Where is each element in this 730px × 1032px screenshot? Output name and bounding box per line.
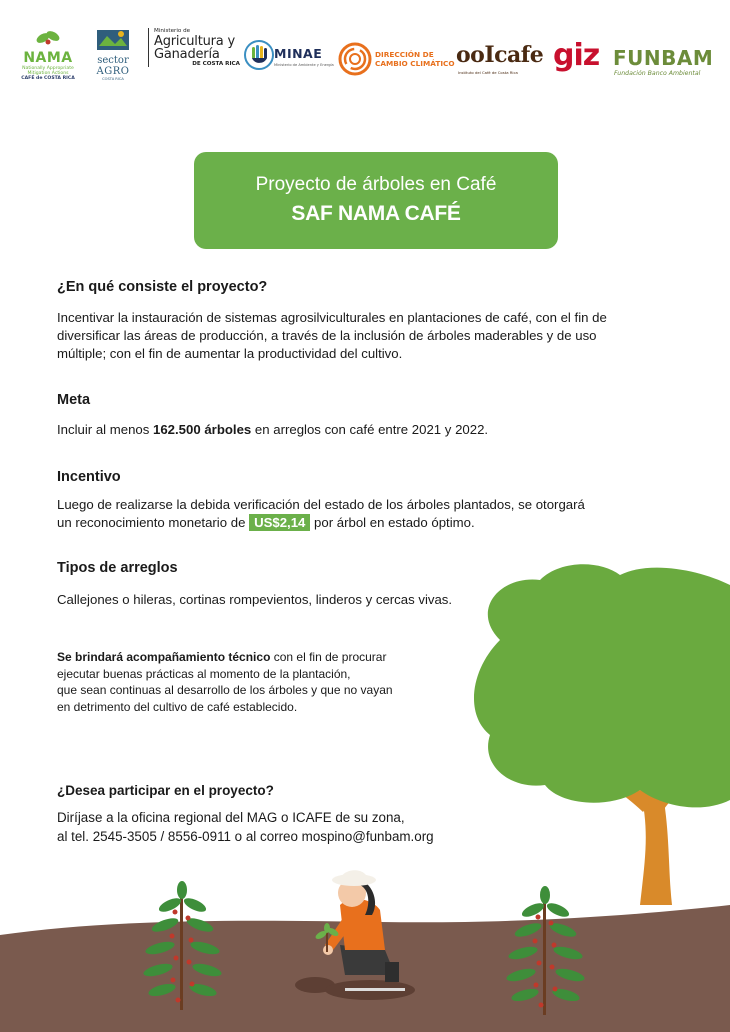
tree-trunk [585, 746, 722, 905]
minae-sub: Ministerio de Ambiente y Energía [274, 63, 334, 67]
incentivo-line1: Luego de realizarse la debida verificación del estado de los árboles plantados, se otorgará [57, 497, 585, 512]
acomp-line3: que sean continuas al desarrollo de los árboles y que no vayan [57, 683, 393, 697]
meta-paragraph [57, 421, 488, 439]
participar-paragraph [57, 808, 434, 846]
swirl-icon [338, 42, 372, 76]
mag-line2: Agricultura y [154, 34, 235, 49]
incentivo-paragraph [57, 496, 585, 532]
icafe-name: ooIcafe [456, 42, 544, 68]
acomp-bold: Se brindará acompañamiento técnico [57, 650, 271, 664]
nama-sub1: Nationally Appropriate [22, 66, 74, 71]
meta-bold: 162.500 árboles [153, 422, 252, 437]
agro-line3: COSTA RICA [102, 77, 124, 81]
giz-name: giz [553, 38, 600, 73]
incentivo-line2-post: por árbol en estado óptimo. [310, 515, 475, 530]
mag-line1: Ministerio de [154, 28, 191, 34]
incentivo-line2 [57, 514, 585, 532]
title-line2: SAF NAMA CAFÉ [291, 202, 461, 225]
nama-sub2: Mitigation Actions [27, 71, 69, 76]
dcc-line2: CAMBIO CLIMÁTICO [375, 59, 455, 68]
agro-emblem-icon [95, 28, 131, 52]
tree-canopy [474, 564, 730, 807]
mag-line4: DE COSTA RICA [192, 61, 240, 67]
funbam-sub: Fundación Banco Ambiental [614, 70, 701, 77]
heading-participar: ¿Desea participar en el proyecto? [57, 783, 274, 798]
agro-line2: AGRO [96, 66, 130, 77]
meta-pre: Incluir al menos [57, 422, 154, 437]
acomp-line2: ejecutar buenas prácticas al momento de la plantación, [57, 666, 351, 681]
title-banner [194, 152, 558, 249]
agro-line1: sector [97, 55, 129, 66]
consiste-paragraph [57, 309, 607, 363]
ground-shape [0, 905, 730, 1032]
coffee-leaf-icon [33, 28, 63, 46]
acompanamiento-paragraph [57, 649, 457, 715]
dcc-line1: DIRECCIÓN DE [375, 50, 434, 59]
heading-meta: Meta [57, 392, 91, 408]
nama-name: NAMA [23, 50, 73, 66]
consiste-line2: diversificar las áreas de producción, a través de la inclusión de árboles maderables y de uso [57, 328, 597, 343]
minae-name: MINAE [274, 46, 323, 61]
sector-agro-logo [92, 28, 134, 81]
hand-icon [244, 38, 274, 72]
acomp-line1-post: con el fin de procurar [270, 650, 387, 664]
heading-tipos: Tipos de arreglos [57, 560, 178, 576]
consiste-line3: múltiple; con el fin de aumentar la productividad del cultivo. [57, 346, 403, 361]
coffee-plant-right [505, 886, 586, 1015]
consiste-line1: Incentivar la instauración de sistemas agrosilviculturales en plantaciones de café, con el fin de [57, 310, 607, 325]
incentivo-line2-pre: un reconocimiento monetario de [57, 515, 250, 530]
coffee-plant-left [142, 881, 223, 1010]
mag-logo [148, 28, 240, 67]
icafe-sub: Instituto del Café de Costa Rica [458, 70, 518, 75]
participar-line1: Diríjase a la oficina regional del MAG o ICAFE de su zona, [57, 810, 405, 825]
acomp-line4: en detrimento del cultivo de café establecido. [57, 699, 298, 714]
partner-logos [0, 28, 730, 98]
meta-post: en arreglos con café entre 2021 y 2022. [251, 422, 489, 437]
tipos-paragraph: Callejones o hileras, cortinas rompevientos, linderos y cercas vivas. [57, 592, 453, 607]
title-line1: Proyecto de árboles en Café [255, 174, 497, 195]
heading-incentivo: Incentivo [57, 469, 121, 485]
funbam-name: FUNBAM [613, 46, 714, 70]
mag-line3: Ganadería [154, 47, 220, 62]
acomp-line1 [57, 649, 457, 666]
heading-consiste: ¿En qué consiste el proyecto? [57, 279, 268, 295]
incentive-amount-badge: US$2,14 [249, 514, 310, 531]
participar-line2: al tel. 2545-3505 / 8556-0911 o al correo mospino@funbam.org [57, 829, 434, 844]
person-planting [295, 870, 415, 1000]
nama-logo [18, 28, 78, 81]
dcc-text [375, 50, 455, 68]
nama-cafe: CAFÉ de COSTA RICA [21, 76, 75, 81]
